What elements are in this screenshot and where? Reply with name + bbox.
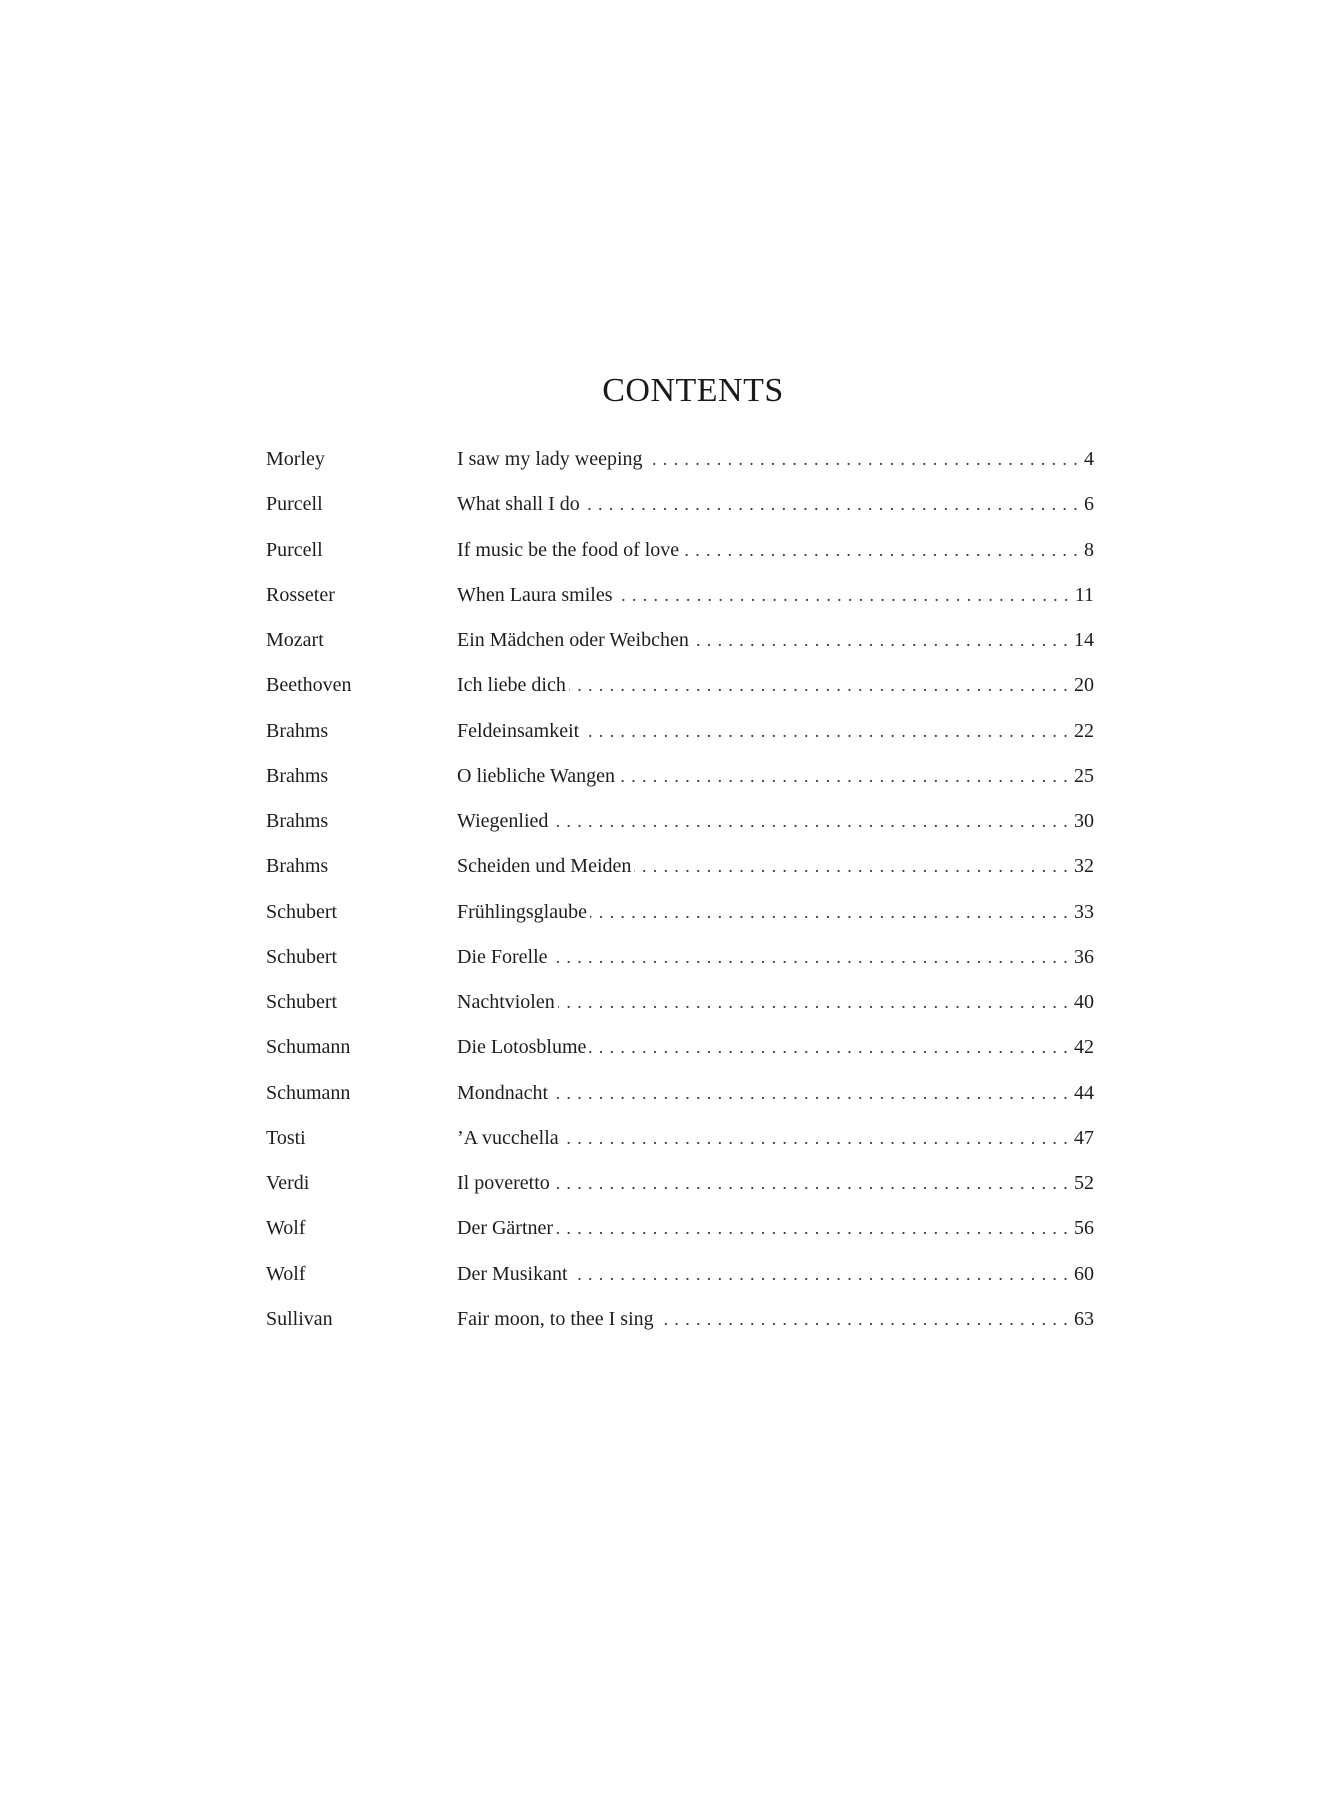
dot-leader bbox=[569, 672, 1074, 698]
entry-line bbox=[457, 718, 1094, 744]
dot-leader bbox=[558, 989, 1074, 1015]
page-number: 14 bbox=[1074, 629, 1094, 651]
page-title: CONTENTS bbox=[602, 372, 784, 409]
toc-entry[interactable] bbox=[266, 808, 1094, 853]
dot-leader bbox=[646, 446, 1084, 472]
toc-entry[interactable] bbox=[266, 1080, 1094, 1125]
toc-entry[interactable] bbox=[266, 446, 1094, 491]
entry-line bbox=[457, 1306, 1094, 1332]
composer-name: Schumann bbox=[266, 1036, 351, 1059]
song-title: What shall I do bbox=[457, 493, 580, 516]
toc-entry[interactable] bbox=[266, 763, 1094, 808]
toc-entry[interactable] bbox=[266, 718, 1094, 763]
composer-name: Wolf bbox=[266, 1262, 306, 1285]
composer-name: Schumann bbox=[266, 1081, 351, 1104]
composer-name: Brahms bbox=[266, 719, 329, 742]
toc-entry[interactable] bbox=[266, 1261, 1094, 1306]
composer-name: Schubert bbox=[266, 991, 338, 1013]
table-of-contents bbox=[266, 446, 1094, 1351]
entry-line bbox=[457, 808, 1094, 834]
entry-line bbox=[457, 899, 1094, 925]
song-title: Mondnacht bbox=[457, 1081, 549, 1104]
song-title: Fair moon, to thee I sing bbox=[457, 1307, 654, 1330]
dot-leader bbox=[589, 1034, 1074, 1060]
dot-leader bbox=[657, 1306, 1074, 1332]
entry-line bbox=[457, 944, 1094, 970]
toc-entry[interactable] bbox=[266, 1215, 1094, 1260]
song-title: Il poveretto bbox=[457, 1172, 550, 1194]
entry-line bbox=[457, 1170, 1094, 1196]
toc-entry[interactable] bbox=[266, 899, 1094, 944]
composer-name: Mozart bbox=[266, 629, 324, 651]
page-number: 40 bbox=[1074, 991, 1094, 1013]
dot-leader bbox=[634, 853, 1074, 879]
song-title: Die Lotosblume bbox=[457, 1036, 587, 1059]
dot-leader bbox=[583, 491, 1084, 517]
entry-line bbox=[457, 989, 1094, 1015]
entry-line bbox=[457, 763, 1094, 789]
page-number: 44 bbox=[1074, 1081, 1094, 1104]
page-number: 30 bbox=[1074, 810, 1094, 832]
composer-name: Brahms bbox=[266, 810, 329, 832]
song-title: Ich liebe dich bbox=[457, 674, 566, 697]
composer-name: Brahms bbox=[266, 855, 329, 878]
dot-leader bbox=[553, 1170, 1074, 1196]
composer-name: Purcell bbox=[266, 538, 323, 561]
composer-name: Purcell bbox=[266, 493, 323, 516]
song-title: Wiegenlied bbox=[457, 810, 549, 832]
dot-leader bbox=[556, 1215, 1074, 1241]
entry-line bbox=[457, 537, 1094, 563]
toc-entry[interactable] bbox=[266, 582, 1094, 627]
toc-entry[interactable] bbox=[266, 944, 1094, 989]
page-number: 32 bbox=[1074, 855, 1094, 878]
entry-line bbox=[457, 582, 1094, 608]
dot-leader bbox=[590, 899, 1074, 925]
entry-line bbox=[457, 1261, 1094, 1287]
page-number: 56 bbox=[1074, 1217, 1094, 1240]
dot-leader bbox=[551, 808, 1074, 834]
song-title: Der Musikant bbox=[457, 1262, 568, 1285]
composer-name: Tosti bbox=[266, 1126, 306, 1149]
song-title: Frühlingsglaube bbox=[457, 900, 587, 923]
composer-name: Brahms bbox=[266, 764, 329, 787]
composer-name: Sullivan bbox=[266, 1307, 333, 1330]
entry-line bbox=[457, 446, 1094, 472]
composer-name: Wolf bbox=[266, 1217, 306, 1240]
toc-entry[interactable] bbox=[266, 1170, 1094, 1215]
page-number: 11 bbox=[1074, 583, 1094, 606]
composer-name: Verdi bbox=[266, 1172, 310, 1194]
composer-name: Schubert bbox=[266, 900, 338, 923]
page-number: 52 bbox=[1074, 1172, 1094, 1194]
song-title: Scheiden und Meiden bbox=[457, 855, 632, 878]
song-title: ’A vucchella bbox=[457, 1126, 559, 1149]
dot-leader bbox=[616, 582, 1075, 608]
page-number: 42 bbox=[1074, 1036, 1094, 1059]
dot-leader bbox=[682, 537, 1084, 563]
toc-entry[interactable] bbox=[266, 989, 1094, 1034]
composer-name: Beethoven bbox=[266, 674, 352, 697]
composer-name: Morley bbox=[266, 448, 325, 470]
dot-leader bbox=[551, 1080, 1074, 1106]
page-number: 22 bbox=[1074, 719, 1094, 742]
song-title: If music be the food of love bbox=[457, 538, 680, 561]
toc-entry[interactable] bbox=[266, 672, 1094, 717]
toc-entry[interactable] bbox=[266, 491, 1094, 536]
page-number: 6 bbox=[1084, 493, 1094, 516]
song-title: Der Gärtner bbox=[457, 1217, 554, 1240]
entry-line bbox=[457, 853, 1094, 879]
page-number: 47 bbox=[1074, 1126, 1094, 1149]
page-number: 36 bbox=[1074, 945, 1094, 968]
entry-line bbox=[457, 1215, 1094, 1241]
entry-line bbox=[457, 491, 1094, 517]
entry-line bbox=[457, 1034, 1094, 1060]
page-number: 60 bbox=[1074, 1262, 1094, 1285]
song-title: Ein Mädchen oder Weibchen bbox=[457, 629, 689, 651]
song-title: Nachtviolen bbox=[457, 991, 555, 1013]
page-number: 20 bbox=[1074, 674, 1094, 697]
song-title: O liebliche Wangen bbox=[457, 764, 615, 787]
dot-leader bbox=[582, 718, 1074, 744]
entry-line bbox=[457, 627, 1094, 653]
page-number: 33 bbox=[1074, 900, 1094, 923]
dot-leader bbox=[692, 627, 1074, 653]
toc-entry[interactable] bbox=[266, 537, 1094, 582]
toc-entry[interactable] bbox=[266, 1034, 1094, 1079]
page-number: 63 bbox=[1074, 1307, 1094, 1330]
composer-name: Rosseter bbox=[266, 583, 335, 606]
entry-line bbox=[457, 672, 1094, 698]
song-title: Feldeinsamkeit bbox=[457, 719, 580, 742]
entry-line bbox=[457, 1080, 1094, 1106]
dot-leader bbox=[562, 1125, 1074, 1151]
dot-leader bbox=[618, 763, 1074, 789]
song-title: When Laura smiles bbox=[457, 583, 613, 606]
toc-entry[interactable] bbox=[266, 627, 1094, 672]
page-number: 25 bbox=[1074, 764, 1094, 787]
dot-leader bbox=[571, 1261, 1074, 1287]
dot-leader bbox=[551, 944, 1074, 970]
page-number: 4 bbox=[1084, 448, 1094, 470]
song-title: I saw my lady weeping bbox=[457, 448, 643, 470]
page-number: 8 bbox=[1084, 538, 1094, 561]
composer-name: Schubert bbox=[266, 945, 338, 968]
toc-entry[interactable] bbox=[266, 1306, 1094, 1351]
toc-entry[interactable] bbox=[266, 853, 1094, 898]
entry-line bbox=[457, 1125, 1094, 1151]
song-title: Die Forelle bbox=[457, 945, 548, 968]
toc-entry[interactable] bbox=[266, 1125, 1094, 1170]
